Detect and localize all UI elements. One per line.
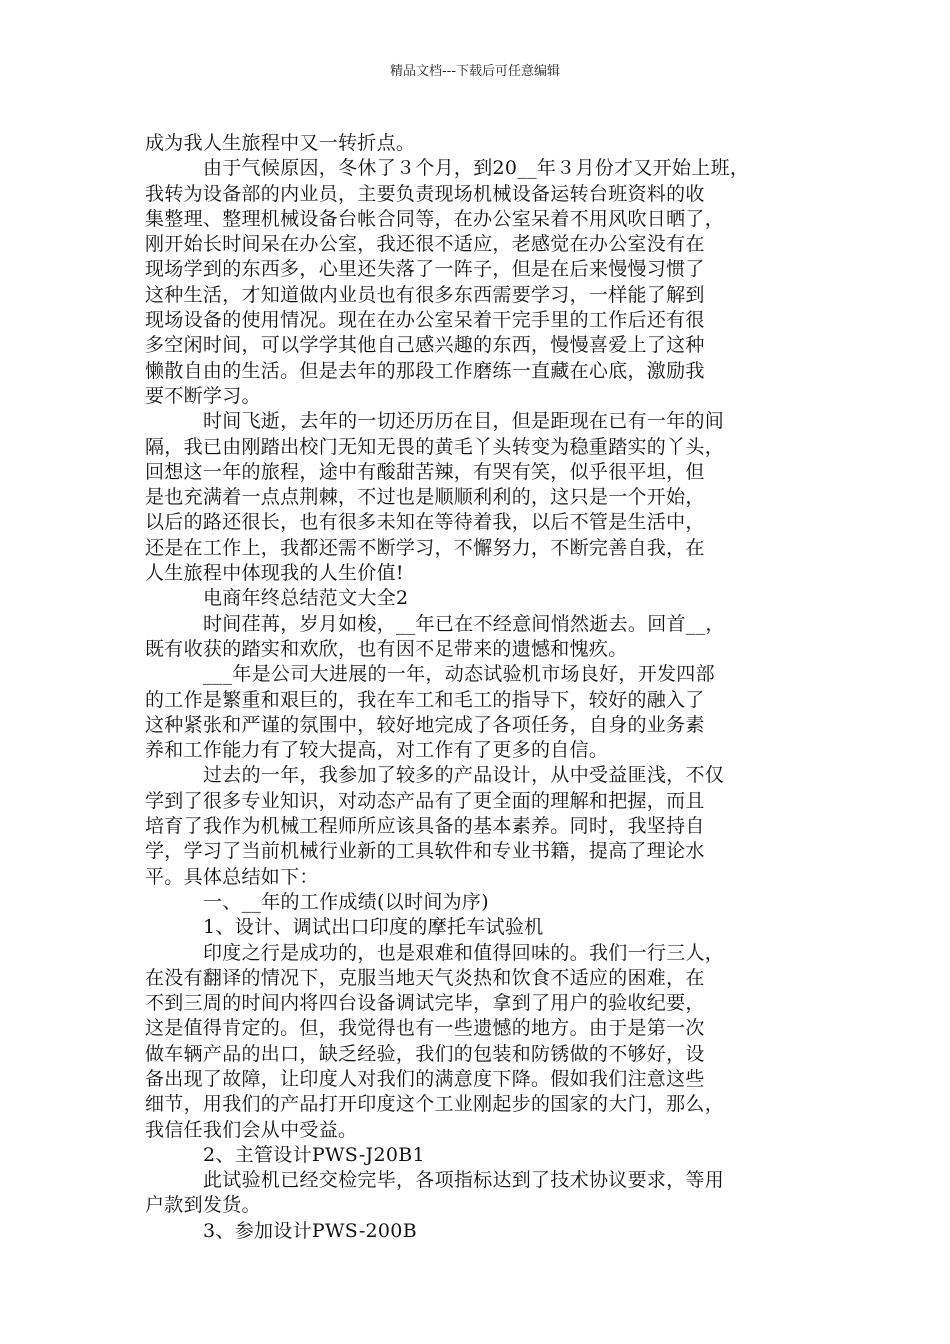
text-line: 平。具体总结如下： [145, 865, 319, 888]
text-line: 多空闲时间，可以学学其他自己感兴趣的东西，慢慢喜爱上了这种 [145, 334, 705, 357]
text-line: 学到了很多专业知识，对动态产品有了更全面的理解和把握，而且 [145, 789, 705, 812]
text-line: 集整理、整理机械设备台帐合同等，在办公室呆着不用风吹日晒了， [145, 207, 725, 230]
text-line: 此试验机已经交检完毕，各项指标达到了技术协议要求，等用 [203, 1169, 725, 1192]
text-line: 我信任我们会从中受益。 [145, 1118, 358, 1141]
text-line: 印度之行是成功的，也是艰难和值得回味的。我们一行三人， [203, 941, 725, 964]
text-line: 做车辆产品的出口，缺乏经验，我们的包装和防锈做的不够好，设 [145, 1042, 705, 1065]
text-line: 以后的路还很长，也有很多未知在等待着我，以后不管是生活中， [145, 511, 705, 534]
page-header: 精品文档---下载后可任意编辑 [389, 64, 561, 79]
text-line: 养和工作能力有了较大提高，对工作有了更多的自信。 [145, 739, 609, 762]
text-line: 还是在工作上，我都还需不断学习，不懈努力，不断完善自我，在 [145, 536, 705, 559]
text-line: 不到三周的时间内将四台设备调试完毕，拿到了用户的验收纪要， [145, 992, 705, 1015]
text-line: 懒散自由的生活。但是去年的那段工作磨练一直藏在心底，激励我 [145, 359, 705, 382]
text-line: 是也充满着一点点荆棘，不过也是顺顺利利的，这只是一个开始， [145, 486, 705, 509]
text-line: 电商年终总结范文大全2 [203, 587, 409, 610]
text-line: 现场学到的东西多，心里还失落了一阵子，但是在后来慢慢习惯了 [145, 258, 705, 281]
text-line: 一、__年的工作成绩(以时间为序) [203, 890, 489, 913]
text-line: 我转为设备部的内业员，主要负责现场机械设备运转台班资料的收 [145, 182, 705, 205]
text-line: 在没有翻译的情况下，克服当地天气炎热和饮食不适应的困难，在 [145, 966, 705, 989]
text-line: 备出现了故障，让印度人对我们的满意度下降。假如我们注意这些 [145, 1067, 705, 1090]
text-line: 成为我人生旅程中又一转折点。 [145, 132, 416, 154]
text-line: 1、设计、调试出口印度的摩托车试验机 [203, 916, 544, 939]
text-line: 3、参加设计PWS-200B [203, 1219, 417, 1242]
text-line: 时间荏苒，岁月如梭，__年已在不经意间悄然逝去。回首__， [203, 612, 725, 635]
text-line: 2、主管设计PWS-J20B1 [203, 1143, 425, 1166]
text-line: 的工作是繁重和艰巨的，我在车工和毛工的指导下，较好的融入了 [145, 688, 705, 711]
text-line: 培育了我作为机械工程师所应该具备的基本素养。同时，我坚持自 [145, 815, 705, 838]
text-line: 学，学习了当前机械行业新的工具软件和专业书籍，提高了理论水 [145, 840, 705, 863]
text-line: 这种生活，才知道做内业员也有很多东西需要学习，一样能了解到 [145, 283, 705, 306]
text-line: 既有收获的踏实和欢欣，也有因不足带来的遗憾和愧疚。 [145, 637, 628, 660]
text-line: 户款到发货。 [145, 1194, 261, 1217]
text-line: 人生旅程中体现我的人生价值! [145, 562, 404, 585]
text-line: 隔，我已由刚踏出校门无知无畏的黄毛丫头转变为稳重踏实的丫头， [145, 435, 725, 458]
text-line: 回想这一年的旅程，途中有酸甜苦辣，有哭有笑，似乎很平坦，但 [145, 460, 705, 483]
document-body [145, 131, 805, 1244]
text-line: 这种紧张和严谨的氛围中，较好地完成了各项任务，自身的业务素 [145, 713, 705, 736]
text-line: ___年是公司大进展的一年，动态试验机市场良好，开发四部 [203, 663, 715, 686]
text-line: 刚开始长时间呆在办公室，我还很不适应，老感觉在办公室没有在 [145, 233, 705, 256]
text-line: 现场设备的使用情况。现在在办公室呆着干完手里的工作后还有很 [145, 309, 705, 332]
text-line: 细节，用我们的产品打开印度这个工业刚起步的国家的大门，那么， [145, 1093, 725, 1116]
text-line: 由于气候原因，冬休了３个月，到20__年３月份才又开始上班， [203, 157, 750, 180]
text-line: 时间飞逝，去年的一切还历历在目，但是距现在已有一年的间 [203, 410, 725, 433]
text-line: 过去的一年，我参加了较多的产品设计，从中受益匪浅，不仅 [203, 764, 725, 787]
text-line: 要不断学习。 [145, 384, 261, 407]
text-line: 这是值得肯定的。但，我觉得也有一些遗憾的地方。由于是第一次 [145, 1017, 705, 1040]
